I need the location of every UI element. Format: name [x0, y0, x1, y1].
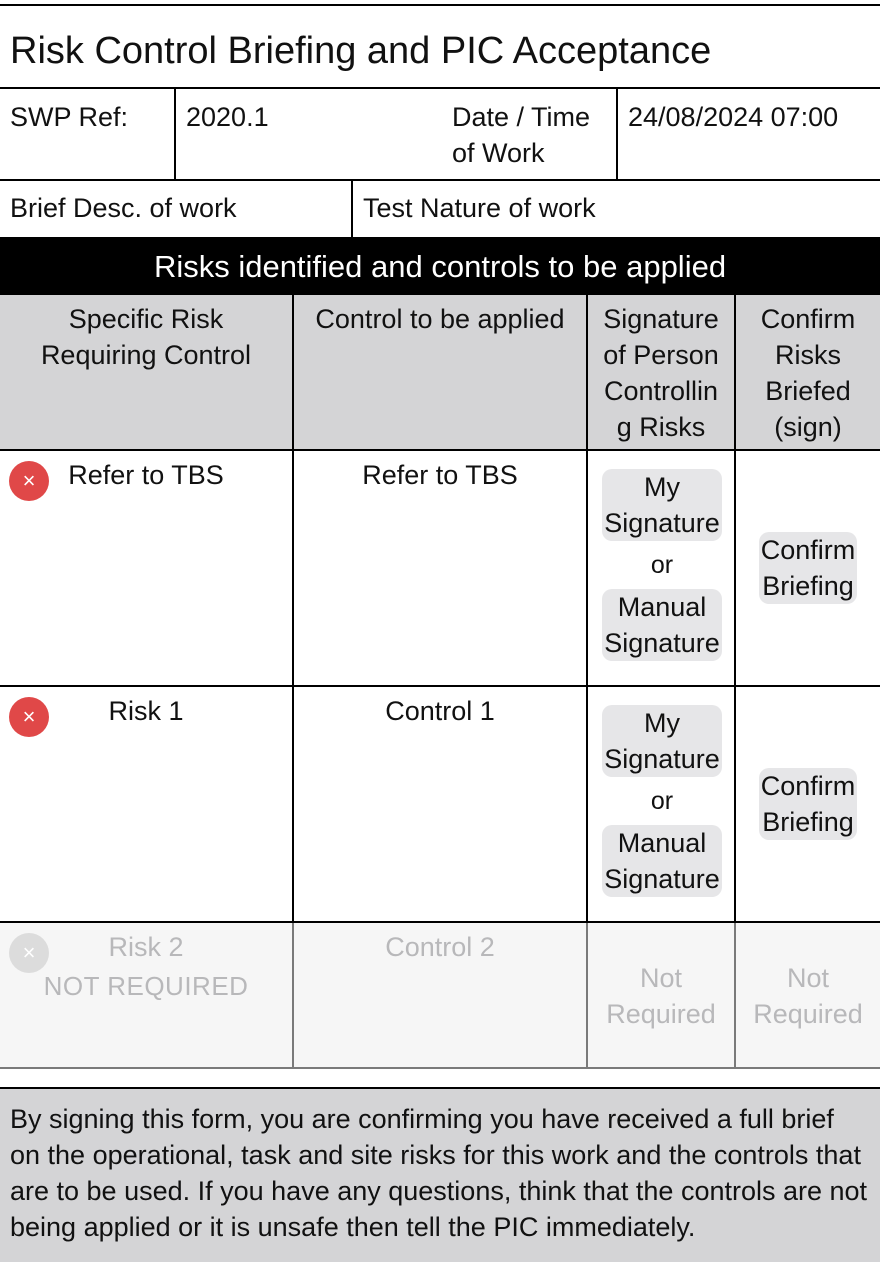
table-row [0, 687, 880, 923]
remove-risk-icon[interactable]: × [9, 933, 49, 973]
date-time-value[interactable]: 24/08/2024 07:00 [628, 102, 839, 132]
description-row [0, 179, 880, 237]
confirm-briefing-button[interactable]: Confirm Briefing [759, 532, 858, 604]
brief-desc-label: Brief Desc. of work [10, 193, 237, 223]
swp-ref-label: SWP Ref: [10, 102, 129, 132]
confirm-cell [736, 532, 880, 604]
or-label: or [650, 787, 674, 815]
risk-text: Risk 2 NOT REQUIRED [0, 923, 292, 1003]
manual-signature-button[interactable]: Manual Signature [602, 589, 722, 661]
remove-risk-icon[interactable]: × [9, 461, 49, 501]
swp-ref-value[interactable]: 2020.1 [186, 102, 269, 132]
acceptance-disclaimer: By signing this form, you are confirming you have received a full brief on the operational, task and site risks for this work and the controls that are to be used. If you have any questions, think that the controls are not being applied or it is unsafe then tell the PIC immediately. [0, 1087, 880, 1262]
manual-signature-button[interactable]: Manual Signature [602, 825, 722, 897]
col-header-confirm: Confirm Risks Briefed (sign) [760, 304, 856, 442]
my-signature-button[interactable]: My Signature [602, 705, 722, 777]
remove-risk-icon[interactable]: × [9, 697, 49, 737]
risk-text: Refer to TBS [68, 460, 224, 490]
col-header-risk: Specific Risk Requiring Control [40, 304, 252, 370]
signature-not-required: Not Required [606, 963, 716, 1029]
control-text: Control 1 [385, 696, 495, 726]
not-required-status: NOT REQUIRED [43, 971, 249, 1001]
header-info-row [0, 87, 880, 181]
signature-cell [588, 469, 736, 661]
section-banner: Risks identified and controls to be applied [0, 237, 880, 295]
or-label: or [650, 551, 674, 579]
col-header-signature: Signature of Person Controllin g Risks [603, 304, 719, 442]
signature-cell [588, 705, 736, 897]
risk-table-header [0, 295, 880, 451]
form-title: Risk Control Briefing and PIC Acceptance [0, 4, 880, 89]
confirm-cell [736, 768, 880, 840]
table-row [0, 923, 880, 1069]
date-time-label: Date / Time of Work [452, 102, 591, 168]
control-text: Refer to TBS [362, 460, 518, 490]
confirm-not-required: Not Required [753, 963, 863, 1029]
table-row [0, 451, 880, 687]
my-signature-button[interactable]: My Signature [602, 469, 722, 541]
confirm-briefing-button[interactable]: Confirm Briefing [759, 768, 858, 840]
control-text: Control 2 [385, 932, 495, 962]
brief-desc-value[interactable]: Test Nature of work [363, 193, 596, 223]
risk-text: Risk 1 [108, 696, 184, 726]
col-header-control: Control to be applied [315, 304, 565, 334]
